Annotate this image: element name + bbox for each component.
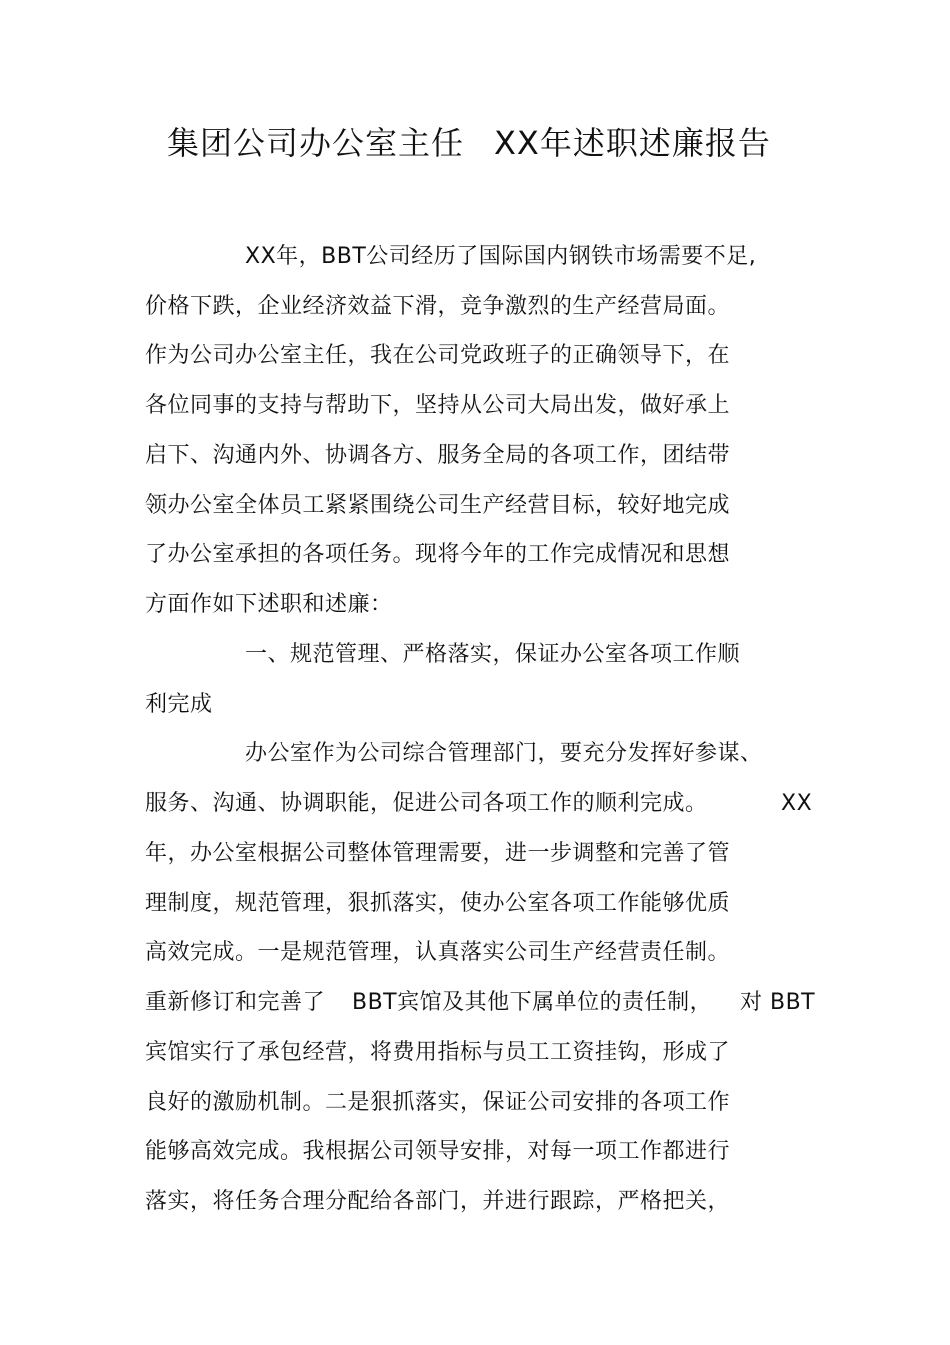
paragraph-line: 领办公室全体员工紧紧围绕公司生产经营目标，较好地完成 [145,493,731,518]
line-segment: XX [781,791,813,816]
title-part-1: 集团公司办公室主任 [167,124,465,162]
paragraph-line [0,983,950,1023]
paragraph-line: 宾馆实行了承包经营，将费用指标与员工工资挂钩，形成了 [145,1040,731,1065]
paragraph-line: XX年，BBT公司经历了国际国内钢铁市场需要不足, [245,244,757,269]
paragraph-line: 高效完成。一是规范管理，认真落实公司生产经营责任制。 [145,940,731,965]
section-heading-line: 一、规范管理、严格落实，保证办公室各项工作顺 [245,642,741,667]
paragraph-line: 办公室作为公司综合管理部门，要充分发挥好参谋、 [245,741,763,766]
line-segment: 对 BBT [740,990,816,1015]
line-segment: BBT宾馆及其他下属单位的责任制， [352,990,713,1015]
paragraph-line: 年，办公室根据公司整体管理需要，进一步调整和完善了管 [145,841,731,866]
section-heading-line: 利完成 [145,692,213,717]
paragraph-line: 方面作如下述职和述廉： [145,592,393,617]
paragraph-line: 了办公室承担的各项任务。现将今年的工作完成情况和思想 [145,542,731,567]
line-segment: 服务、沟通、协调职能，促进公司各项工作的顺利完成。 [145,791,708,816]
paragraph-line: 价格下跌，企业经济效益下滑，竞争激烈的生产经营局面。 [145,294,731,319]
paragraph-line: 能够高效完成。我根据公司领导安排，对每一项工作都进行 [145,1139,731,1164]
document-title [0,118,950,168]
paragraph-line [0,784,950,824]
title-part-2: XX年述职述廉报告 [494,124,771,162]
paragraph-line: 理制度，规范管理，狠抓落实，使办公室各项工作能够优质 [145,891,731,916]
paragraph-line: 落实，将任务合理分配给各部门，并进行跟踪，严格把关， [145,1189,731,1214]
paragraph-line: 良好的激励机制。二是狠抓落实，保证公司安排的各项工作 [145,1090,731,1115]
paragraph-line: 启下、沟通内外、协调各方、服务全局的各项工作，团结带 [145,443,731,468]
line-segment: 重新修订和完善了 [145,990,326,1015]
paragraph-line: 各位同事的支持与帮助下，坚持从公司大局出发，做好承上 [145,393,731,418]
paragraph-line: 作为公司办公室主任，我在公司党政班子的正确领导下，在 [145,343,731,368]
